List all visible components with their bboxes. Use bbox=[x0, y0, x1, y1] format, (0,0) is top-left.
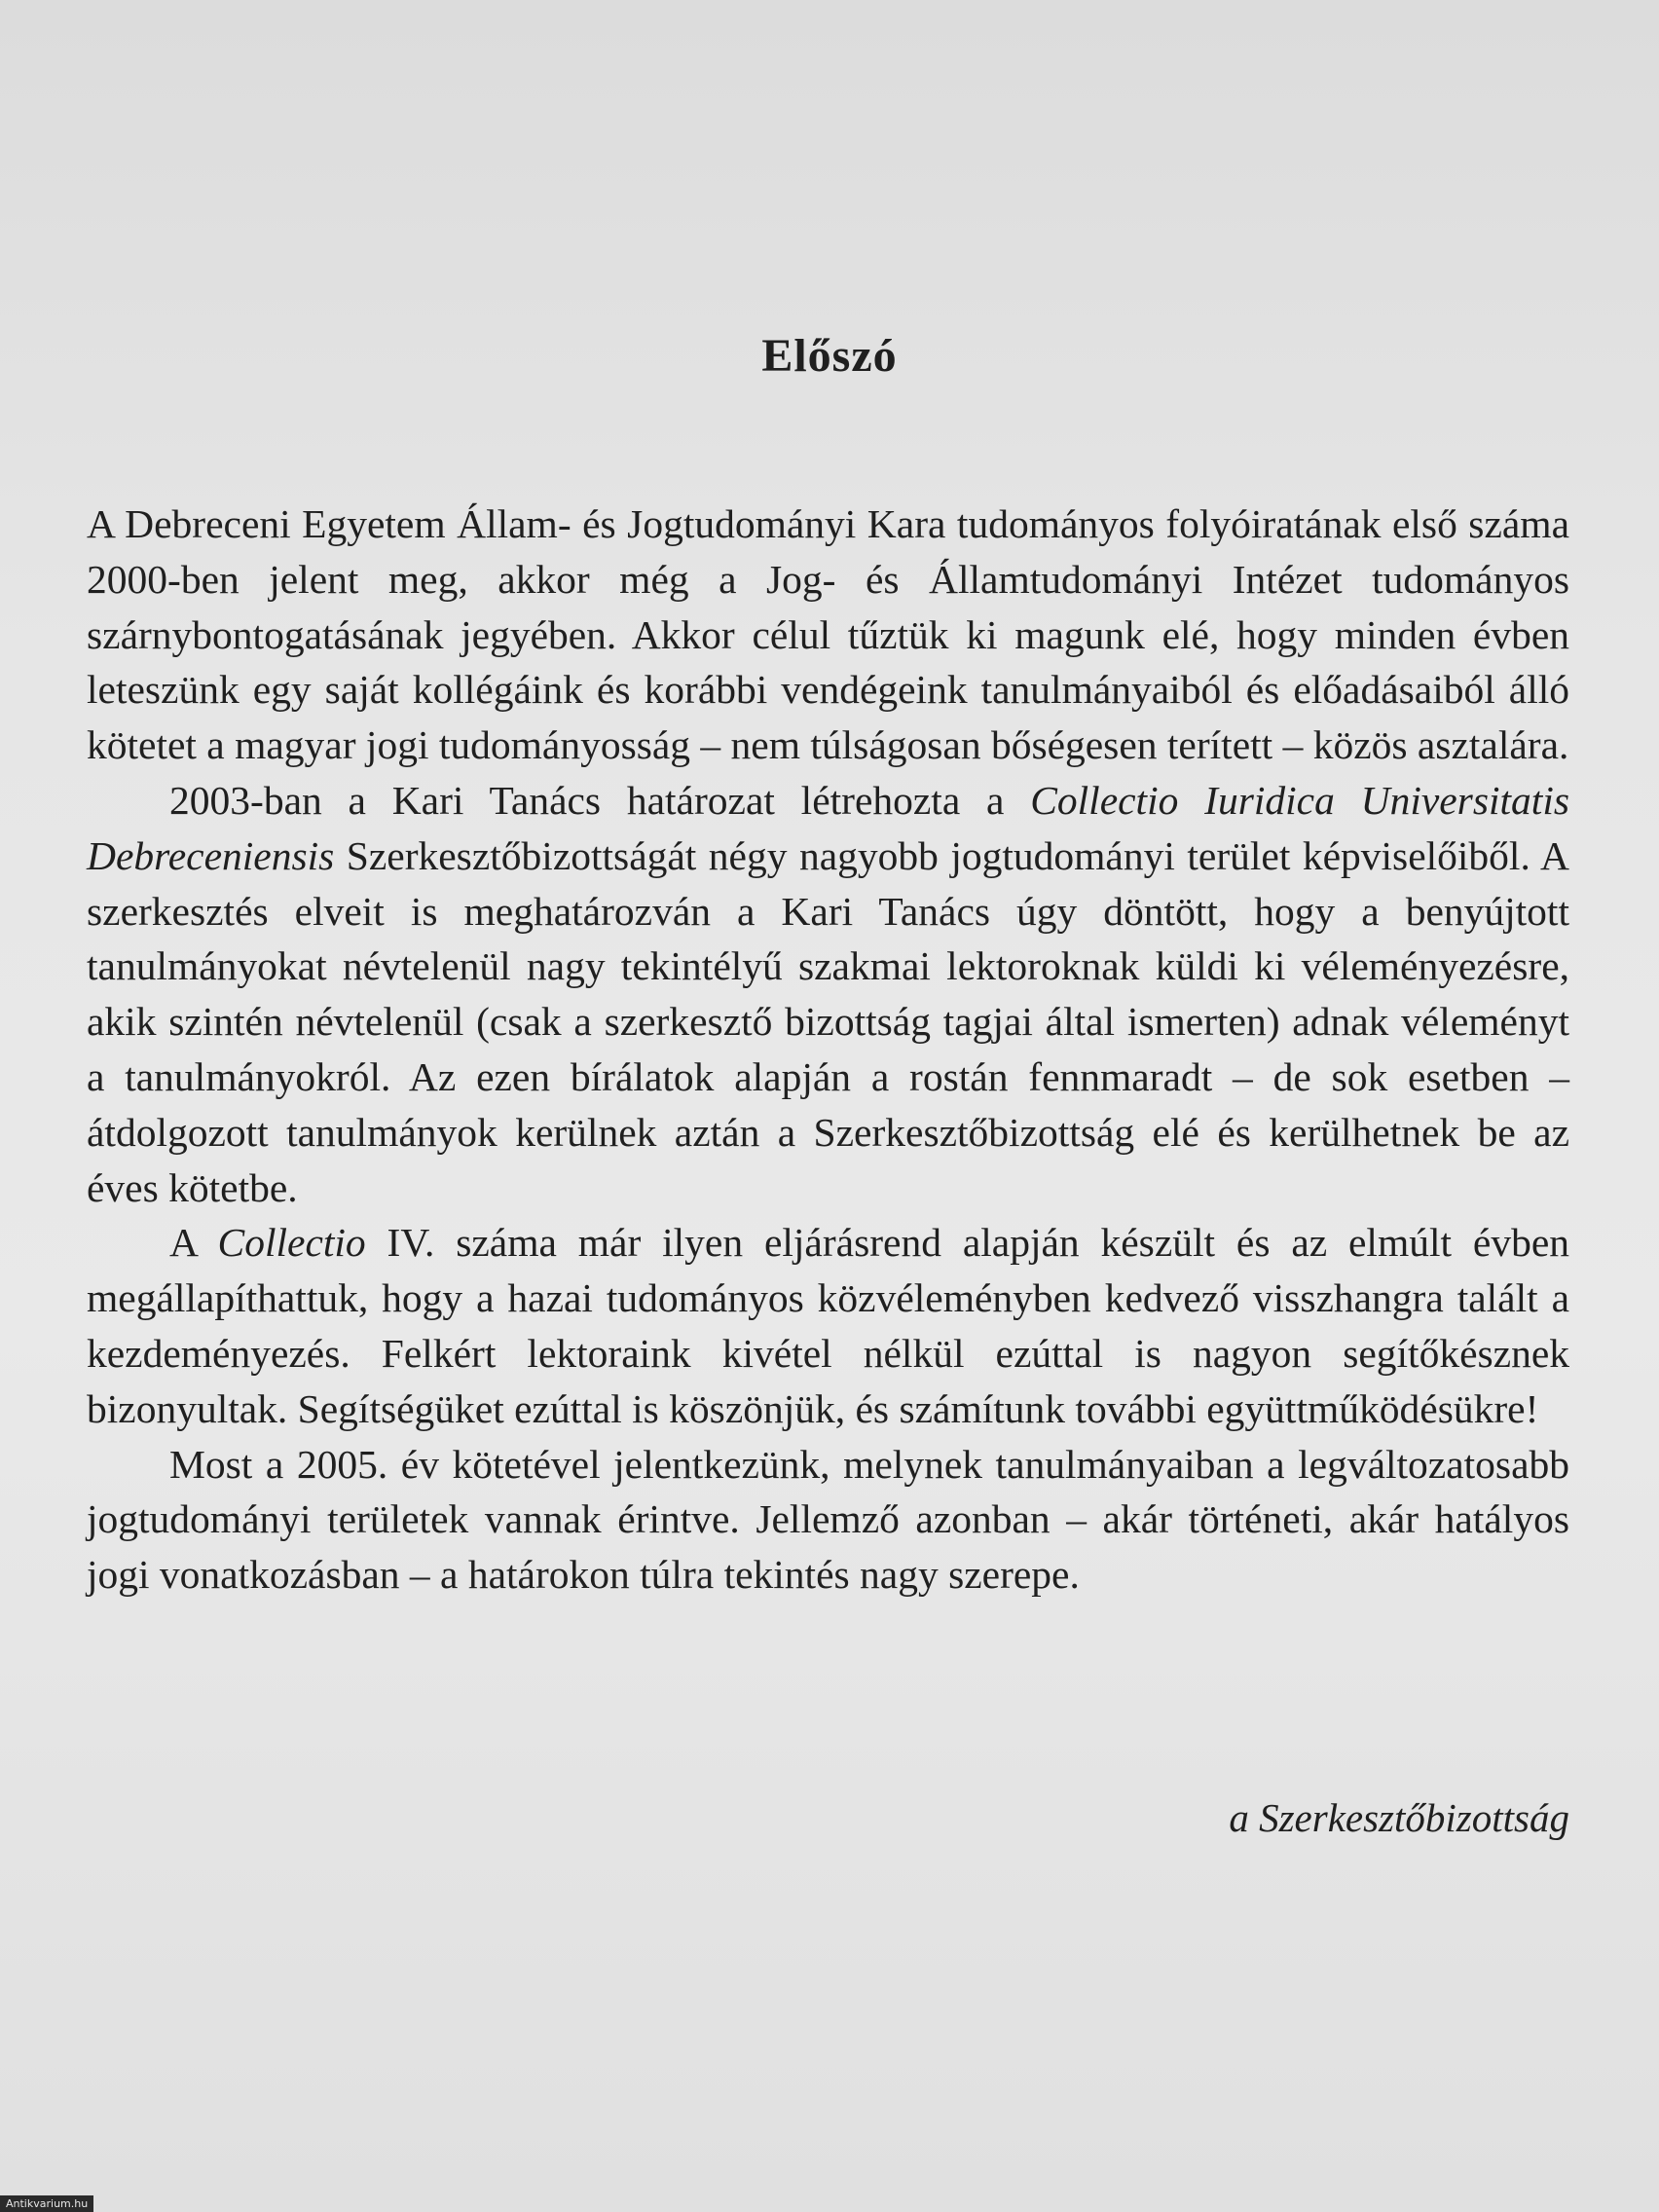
paragraph-text: A Debreceni Egyetem Állam- és Jogtudományi Kara tudományos folyóiratának első száma 2000-ben jelent meg, akkor még a Jog- és Államtudományi Intézet tudományos szárnybontogatásának jegyében. Akkor célul tűztük ki magunk elé, hogy minden évben leteszünk egy saját kollégáink és korábbi vendégeink tanulmányaiból és előadásaiból álló kötetet a magyar jogi tudományosság – nem túlságosan bőségesen terített – közös asztalára. bbox=[87, 501, 1569, 768]
paragraph-text: 2003-ban a Kari Tanács határozat létrehozta a bbox=[169, 777, 1031, 823]
watermark: Antikvarium.hu bbox=[0, 2195, 93, 2212]
paragraph-4 bbox=[87, 1437, 1569, 1603]
body-text bbox=[87, 497, 1569, 1603]
paragraph-text: A bbox=[169, 1220, 218, 1266]
paragraph-3 bbox=[87, 1215, 1569, 1436]
signature: a Szerkesztőbizottság bbox=[1229, 1795, 1569, 1840]
italic-title: Collectio Iuridica Universitatis Debreceniensis bbox=[87, 777, 1570, 878]
page-title: Előszó bbox=[761, 330, 898, 382]
paragraph-text: IV. száma már ilyen eljárásrend alapján készült és az elmúlt évben megállapíthattuk, hogy a hazai tudományos közvéleményben kedvező visszhangra talált a kezdeményezés. Felkért lektoraink kivétel nélkül ezúttal is nagyon segítőkésznek bizonyultak. Segítségüket ezúttal is köszönjük, és számítunk további együttműködésükre! bbox=[87, 1220, 1569, 1431]
paragraph-2 bbox=[87, 773, 1569, 1215]
paragraph-text: Most a 2005. év kötetével jelentkezünk, melynek tanulmányaiban a legváltozatosabb jogtudományi területek vannak érintve. Jellemző azonban – akár történeti, akár hatályos jogi vonatkozásban – a határokon túlra tekintés nagy szerepe. bbox=[87, 1441, 1569, 1598]
paragraph-1 bbox=[87, 497, 1569, 773]
paragraph-text: Szerkesztőbizottságát négy nagyobb jogtudományi terület képviselőiből. A szerkesztés elveit is meghatározván a Kari Tanács úgy döntött, hogy a benyújtott tanulmányokat névtelenül nagy tekintélyű szakmai lektoroknak küldi ki véleményezésre, akik szintén névtelenül (csak a szerkesztő bizottság tagjai által ismerten) adnak véleményt a tanulmányokról. Az ezen bírálatok alapján a rostán fennmaradt – de sok esetben – átdolgozott tanulmányok kerülnek aztán a Szerkesztőbizottság elé és kerülhetnek be az éves kötetbe. bbox=[87, 832, 1569, 1210]
italic-title: Collectio bbox=[217, 1220, 366, 1266]
